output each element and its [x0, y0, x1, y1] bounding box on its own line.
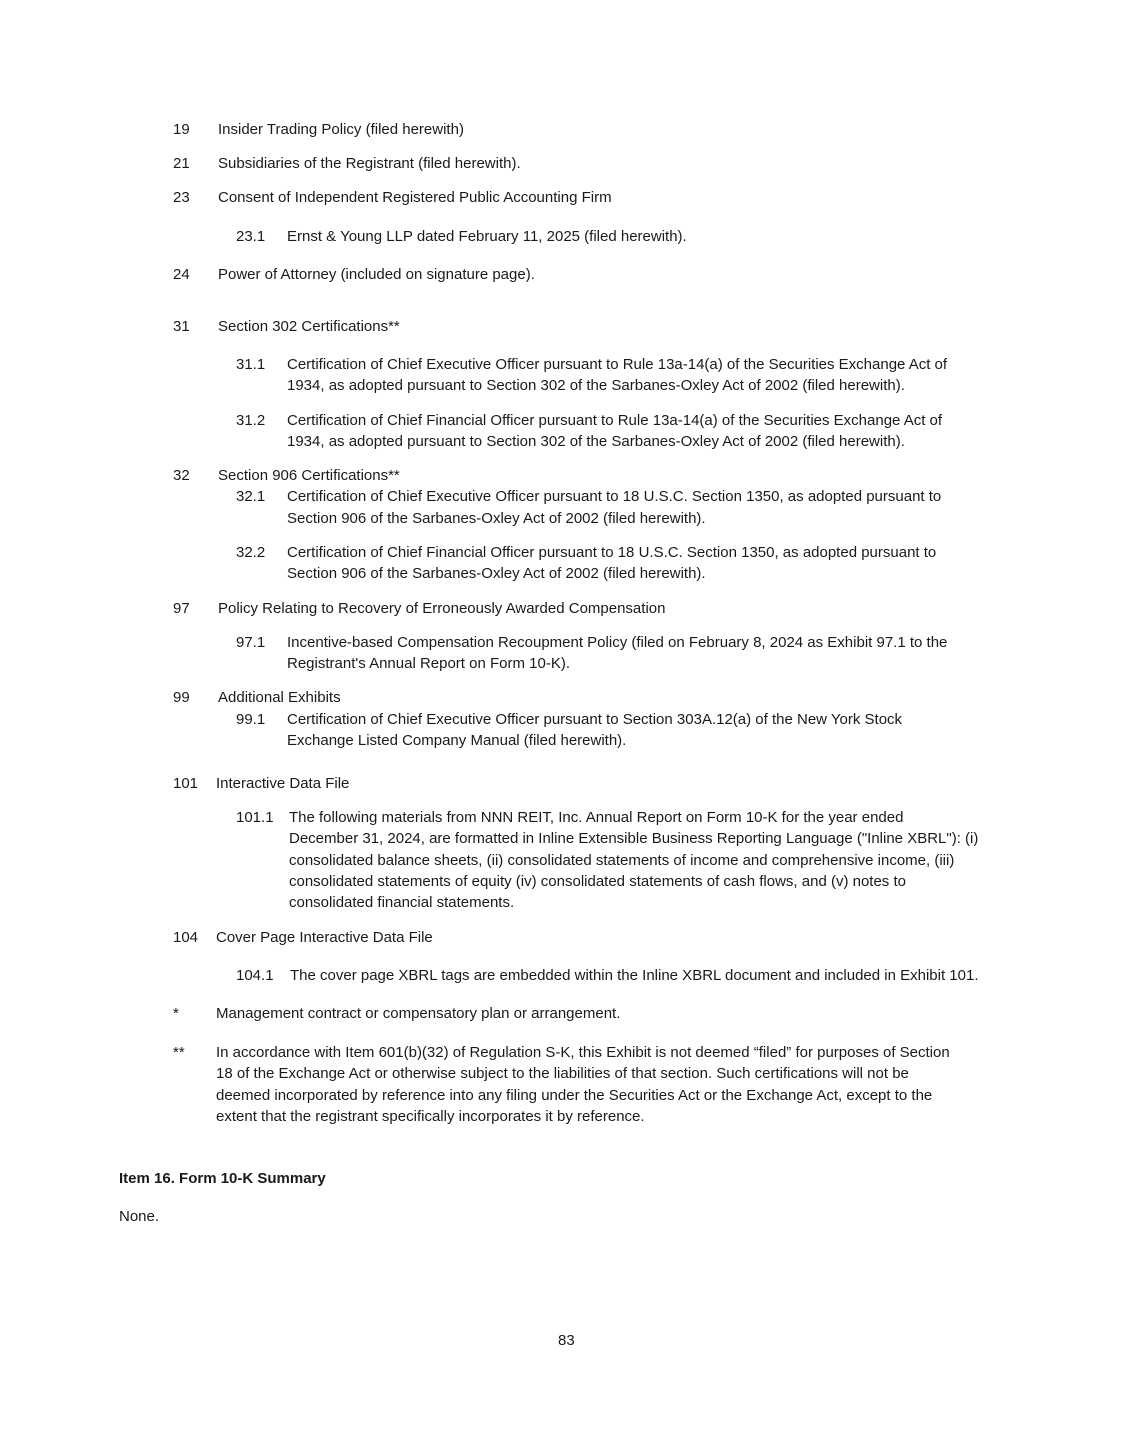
page-number: 83 [558, 1332, 575, 1349]
sub-exhibit-description-line: 1934, as adopted pursuant to Section 302 of the Sarbanes-Oxley Act of 2002 (filed herewith). [287, 377, 905, 394]
section-body: None. [119, 1208, 160, 1225]
sub-exhibit-description-line: Certification of Chief Executive Officer pursuant to Section 303A.12(a) of the New York Stock [287, 711, 903, 728]
sub-exhibit-description-line: Incentive-based Compensation Recoupment Policy (filed on February 8, 2024 as Exhibit 97.1 to the [287, 634, 948, 651]
sub-exhibit-description-line: Registrant's Annual Report on Form 10-K). [287, 655, 570, 672]
sub-exhibit-number: 97.1 [236, 634, 266, 651]
exhibit-number: 21 [173, 155, 190, 172]
exhibit-description: Power of Attorney (included on signature page). [218, 266, 535, 283]
exhibit-number: 97 [173, 600, 190, 617]
exhibit-number: 32 [173, 467, 190, 484]
footnote-text-line: In accordance with Item 601(b)(32) of Regulation S-K, this Exhibit is not deemed “filed” for purposes of Section [216, 1044, 950, 1061]
sub-exhibit-number: 104.1 [236, 967, 274, 984]
exhibit-description: Interactive Data File [216, 775, 350, 792]
sub-exhibit-description-line: consolidated statements of equity (iv) consolidated statements of cash flows, and (v) notes to [289, 873, 906, 890]
sub-exhibit-description: Ernst & Young LLP dated February 11, 2025 (filed herewith). [287, 228, 687, 245]
sub-exhibit-description-line: Exchange Listed Company Manual (filed herewith). [287, 732, 627, 749]
section-heading: Item 16. Form 10-K Summary [119, 1170, 326, 1187]
footnote-text: Management contract or compensatory plan or arrangement. [216, 1005, 621, 1022]
exhibit-description: Cover Page Interactive Data File [216, 929, 433, 946]
sub-exhibit-description-line: 1934, as adopted pursuant to Section 302 of the Sarbanes-Oxley Act of 2002 (filed herewith). [287, 433, 905, 450]
sub-exhibit-description-line: Certification of Chief Executive Officer pursuant to Rule 13a-14(a) of the Securities Exchange Act of [287, 356, 948, 373]
sub-exhibit-description-line: consolidated financial statements. [289, 894, 515, 911]
exhibit-description: Policy Relating to Recovery of Erroneously Awarded Compensation [218, 600, 666, 617]
footnote-text-line: extent that the registrant specifically incorporates it by reference. [216, 1108, 645, 1125]
exhibit-number: 104 [173, 929, 199, 946]
exhibit-number: 101 [173, 775, 199, 792]
exhibit-description: Section 906 Certifications** [218, 467, 400, 484]
sub-exhibit-description-line: Certification of Chief Financial Officer pursuant to Rule 13a-14(a) of the Securities Exchange Act of [287, 412, 943, 429]
exhibit-number: 23 [173, 189, 190, 206]
sub-exhibit-number: 99.1 [236, 711, 266, 728]
sub-exhibit-description-line: The following materials from NNN REIT, Inc. Annual Report on Form 10-K for the year ended [289, 809, 904, 826]
exhibit-description: Subsidiaries of the Registrant (filed herewith). [218, 155, 521, 172]
sub-exhibit-description-line: Certification of Chief Executive Officer pursuant to 18 U.S.C. Section 1350, as adopted pursuant to [287, 488, 942, 505]
sub-exhibit-number: 31.1 [236, 356, 266, 373]
sub-exhibit-number: 101.1 [236, 809, 274, 826]
sub-exhibit-number: 32.1 [236, 488, 266, 505]
sub-exhibit-description-line: Section 906 of the Sarbanes-Oxley Act of 2002 (filed herewith). [287, 565, 706, 582]
sub-exhibit-number: 32.2 [236, 544, 266, 561]
footnote-mark: ** [173, 1044, 185, 1061]
footnote-text-line: 18 of the Exchange Act or otherwise subject to the liabilities of that section. Such certifications will not be [216, 1065, 909, 1082]
footnote-text-line: deemed incorporated by reference into any filing under the Securities Act or the Exchange Act, except to the [216, 1087, 933, 1104]
exhibit-description: Insider Trading Policy (filed herewith) [218, 121, 464, 138]
exhibit-number: 24 [173, 266, 190, 283]
exhibit-number: 31 [173, 318, 190, 335]
sub-exhibit-description-line: December 31, 2024, are formatted in Inline Extensible Business Reporting Language ("Inline XBRL"): (i) [289, 830, 979, 847]
sub-exhibit-description-line: Certification of Chief Financial Officer pursuant to 18 U.S.C. Section 1350, as adopted pursuant to [287, 544, 937, 561]
sub-exhibit-description-line: consolidated balance sheets, (ii) consolidated statements of income and comprehensive income, (iii) [289, 852, 955, 869]
footnote-mark: * [173, 1005, 179, 1022]
sub-exhibit-description: The cover page XBRL tags are embedded within the Inline XBRL document and included in Exhibit 101. [290, 967, 979, 984]
exhibit-number: 99 [173, 689, 190, 706]
sub-exhibit-number: 31.2 [236, 412, 266, 429]
exhibit-number: 19 [173, 121, 190, 138]
sub-exhibit-number: 23.1 [236, 228, 266, 245]
exhibit-description: Section 302 Certifications** [218, 318, 400, 335]
sub-exhibit-description-line: Section 906 of the Sarbanes-Oxley Act of 2002 (filed herewith). [287, 510, 706, 527]
exhibit-description: Additional Exhibits [218, 689, 341, 706]
exhibit-description: Consent of Independent Registered Public Accounting Firm [218, 189, 612, 206]
